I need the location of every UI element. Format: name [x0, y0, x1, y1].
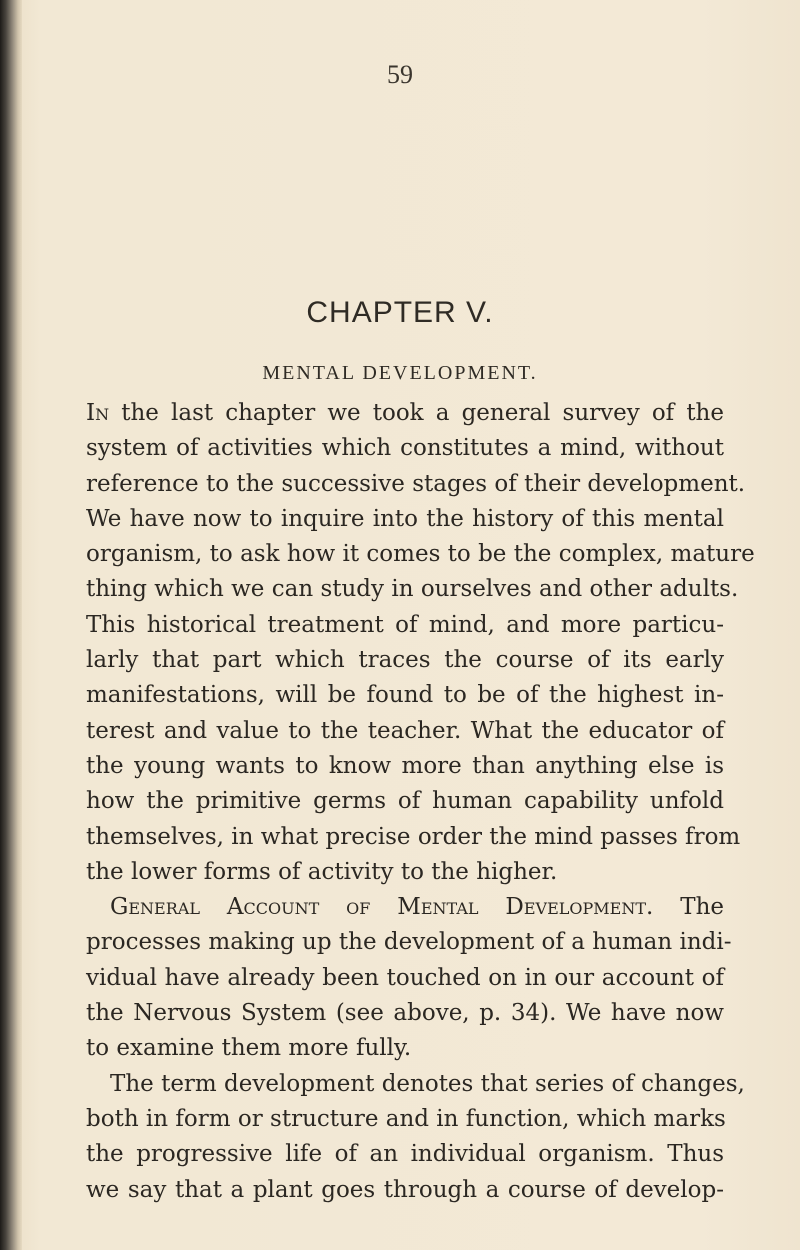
text-line: the young wants to know more than anything else is [86, 752, 724, 779]
text-line: the progressive life of an individual organism. Thus [86, 1141, 724, 1168]
text-line: how the primitive germs of human capability unfold [86, 788, 724, 815]
text-line: reference to the successive stages of their development. [86, 470, 746, 497]
text-line: In the last chapter we took a general survey of the [86, 400, 724, 426]
binding-edge [0, 0, 22, 1250]
text-line: thing which we can study in ourselves and other adults. [86, 576, 739, 603]
text-line: vidual have already been touched on in our account of [86, 964, 724, 991]
text-line: the Nervous System (see above, p. 34). We have now [86, 1000, 724, 1027]
text-line: processes making up the development of a human indi- [86, 929, 732, 956]
text-line: larly that part which traces the course of its early [86, 647, 724, 674]
text-line: we say that a plant goes through a course of develop- [86, 1176, 724, 1203]
text-line: themselves, in what precise order the mind passes from [86, 823, 741, 850]
text-line: manifestations, will be found to be of the highest in- [86, 682, 724, 709]
text-line: The term development denotes that series of changes, [110, 1070, 745, 1097]
chapter-title: CHAPTER V. [306, 296, 494, 329]
body-text [86, 396, 755, 1208]
text-line: organism, to ask how it comes to be the complex, mature [86, 541, 755, 568]
text-line: system of activities which constitutes a mind, without [86, 435, 724, 462]
text-line: both in form or structure and in function, which marks [86, 1105, 726, 1132]
section-heading: General Account of Mental Development. [110, 894, 654, 921]
page-number: 59 [387, 60, 413, 89]
text-line: General Account of Mental Development. The [110, 894, 725, 921]
text-line: the lower forms of activity to the higher. [86, 858, 558, 885]
text-line: to examine them more fully. [86, 1035, 412, 1062]
text-line: This historical treatment of mind, and more particu- [86, 611, 724, 638]
text-line: terest and value to the teacher. What the educator of [86, 717, 724, 744]
text-line: We have now to inquire into the history of this mental [86, 505, 724, 532]
opening-word: In [86, 400, 110, 426]
chapter-subtitle: MENTAL DEVELOPMENT. [262, 362, 538, 384]
